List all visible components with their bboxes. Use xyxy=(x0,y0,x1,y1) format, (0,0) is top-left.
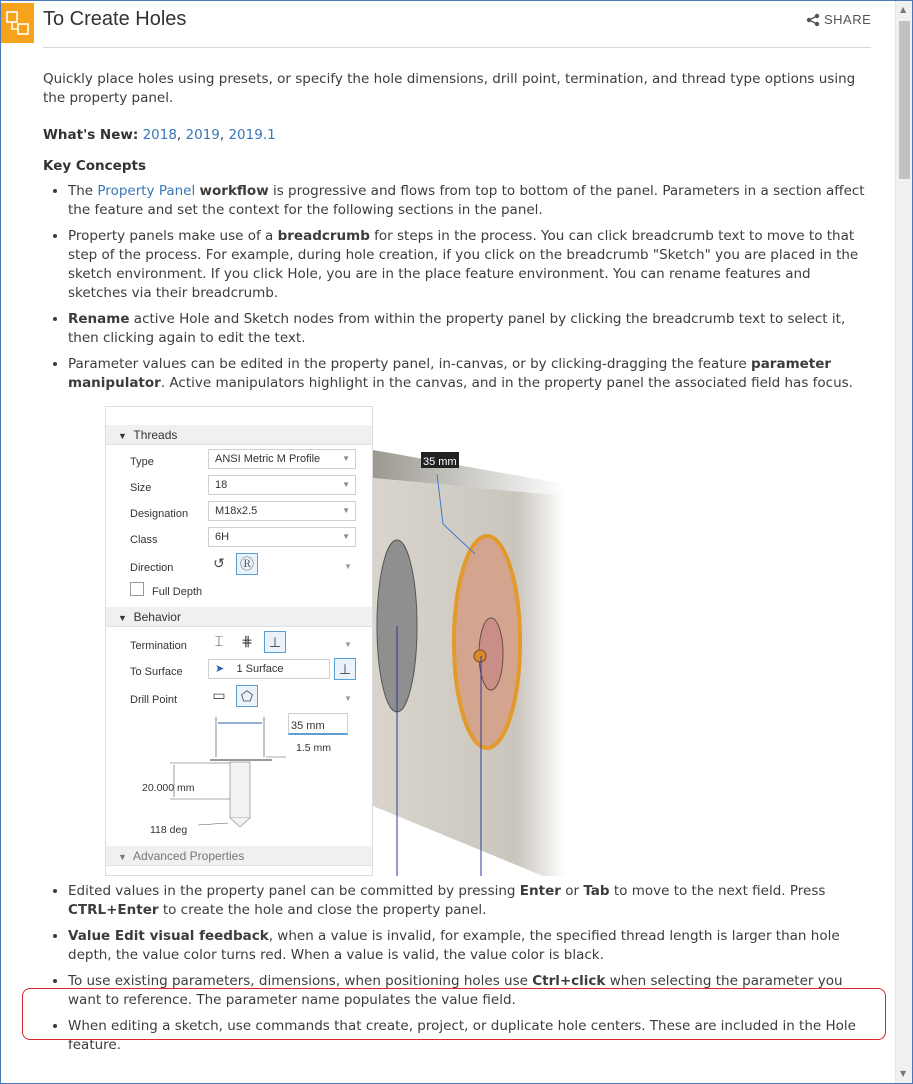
to-surface-selector[interactable]: ➤ 1 Surface xyxy=(208,659,330,679)
list-item-highlighted: • To use existing parameters, dimensions, when positioning holes use Ctrl+click when selecting the parameter you want to reference. The parameter name populates the value field. xyxy=(68,972,873,1010)
collapse-arrow-icon: ▼ xyxy=(118,613,127,623)
key-concepts-list xyxy=(43,182,873,393)
dropdown-arrow-icon: ▼ xyxy=(342,532,350,541)
header-divider xyxy=(43,47,871,48)
direction-label: Direction xyxy=(130,562,174,574)
left-hand-thread-icon[interactable]: ↺ xyxy=(213,555,225,571)
full-depth-checkbox[interactable] xyxy=(130,582,144,596)
list-item: • Parameter values can be edited in the property panel, in-canvas, or by clicking-dragging the feature parameter manipulator. Active manipulators highlight in the canvas, and in the property panel the associated field has focus. xyxy=(68,355,873,393)
extend-face-icon[interactable]: ⊥ xyxy=(334,658,356,680)
distance-termination-icon[interactable]: ⌶ xyxy=(214,633,224,649)
diameter-input[interactable]: 35 mm xyxy=(288,713,348,735)
list-item: • Property panels make use of a breadcrumb for steps in the process. You can click breadcrumb text to move to that step of the process. For example, during hole creation, if you click on the breadcrumb "Sketch" you are placed in the sketch environment. If you click Hole, you are in the place feature environment. You can rename features and sketches via their breadcrumb. xyxy=(68,227,873,303)
drill-angle-value: 118 deg xyxy=(150,824,188,836)
collapse-arrow-icon: ▼ xyxy=(118,852,127,862)
list-item: • The Property Panel workflow is progressive and flows from top to bottom of the panel. Parameters in a section affect the feature and set the context for the following sections in the panel. xyxy=(68,182,873,220)
key-concepts-heading: Key Concepts xyxy=(43,158,146,174)
size-dropdown[interactable]: 18 ▼ xyxy=(208,475,356,495)
designation-label: Designation xyxy=(130,508,189,520)
article-body xyxy=(43,70,873,1062)
canvas-dimension-label[interactable]: 35 mm xyxy=(423,456,457,468)
angle-drill-point-icon[interactable]: ⬠ xyxy=(236,685,258,707)
designation-dropdown[interactable]: M18x2.5 ▼ xyxy=(208,501,356,521)
scroll-up-icon[interactable]: ▲ xyxy=(900,5,907,14)
hole-property-panel-figure xyxy=(105,406,565,876)
termination-label: Termination xyxy=(130,640,187,652)
type-dropdown[interactable]: ANSI Metric M Profile ▼ xyxy=(208,449,356,469)
select-arrow-icon: ➤ xyxy=(215,663,225,675)
dropdown-arrow-icon: ▼ xyxy=(342,454,350,463)
size-label: Size xyxy=(130,482,152,494)
share-label: SHARE xyxy=(824,12,872,27)
version-link-2018[interactable]: 2018 xyxy=(142,127,177,143)
share-button[interactable] xyxy=(806,12,871,27)
scroll-down-icon[interactable]: ▼ xyxy=(900,1069,907,1078)
3d-block-render xyxy=(373,446,565,876)
vertical-scrollbar[interactable] xyxy=(895,1,912,1083)
full-depth-label: Full Depth xyxy=(152,586,203,598)
app-logo-icon xyxy=(1,3,34,43)
version-link-2019-1[interactable]: 2019.1 xyxy=(228,127,276,143)
whats-new: What's New: 2018, 2019, 2019.1 xyxy=(43,127,276,143)
dropdown-arrow-icon: ▼ xyxy=(344,694,352,703)
threads-section-header[interactable]: ▼ Threads xyxy=(106,425,372,445)
depth-offset-value: 1.5 mm xyxy=(296,742,332,754)
dropdown-arrow-icon: ▼ xyxy=(342,506,350,515)
class-dropdown[interactable]: 6H ▼ xyxy=(208,527,356,547)
behavior-section-header[interactable]: ▼ Behavior xyxy=(106,607,372,627)
type-label: Type xyxy=(130,456,154,468)
whats-new-label: What's New: xyxy=(43,127,139,143)
list-item: • Value Edit visual feedback, when a value is invalid, for example, the specified thread length is larger than hole depth, the value color turns red. When a value is valid, the value color is black. xyxy=(68,927,873,965)
collapse-arrow-icon: ▼ xyxy=(118,431,127,441)
right-hand-thread-icon[interactable]: Ⓡ xyxy=(236,553,258,575)
depth-value: 20.000 mm xyxy=(142,782,195,794)
property-panel xyxy=(105,406,373,876)
dropdown-arrow-icon: ▼ xyxy=(344,562,352,571)
dropdown-arrow-icon: ▼ xyxy=(342,480,350,489)
scrollbar-thumb[interactable] xyxy=(899,21,910,179)
highlight-box xyxy=(22,988,886,1040)
property-panel-link[interactable]: Property Panel xyxy=(97,183,196,199)
list-item: • Edited values in the property panel can be committed by pressing Enter or Tab to move to the next field. Press CTRL+Enter to create the hole and close the property panel. xyxy=(68,882,873,920)
intro-paragraph: Quickly place holes using presets, or specify the hole dimensions, drill point, termination, and thread type options using the property panel. xyxy=(43,71,856,106)
to-surface-label: To Surface xyxy=(130,666,183,678)
version-link-2019[interactable]: 2019 xyxy=(185,127,220,143)
through-all-termination-icon[interactable]: ⋕ xyxy=(241,633,253,649)
list-item: • When editing a sketch, use commands that create, project, or duplicate hole centers. These are included in the Hole feature. xyxy=(68,1017,873,1055)
model-canvas[interactable] xyxy=(373,446,565,876)
list-item: • Rename active Hole and Sketch nodes from within the property panel by clicking the breadcrumb text to select it, then clicking again to edit the text. xyxy=(68,310,873,348)
drill-point-label: Drill Point xyxy=(130,694,178,706)
flat-drill-point-icon[interactable]: ▭ xyxy=(212,687,226,703)
to-termination-icon[interactable]: ⊥ xyxy=(264,631,286,653)
share-icon xyxy=(806,13,820,27)
class-label: Class xyxy=(130,534,158,546)
page-title: To Create Holes xyxy=(43,8,187,30)
advanced-properties-section-header[interactable]: ▼ Advanced Properties xyxy=(106,846,372,866)
dropdown-arrow-icon: ▼ xyxy=(344,640,352,649)
